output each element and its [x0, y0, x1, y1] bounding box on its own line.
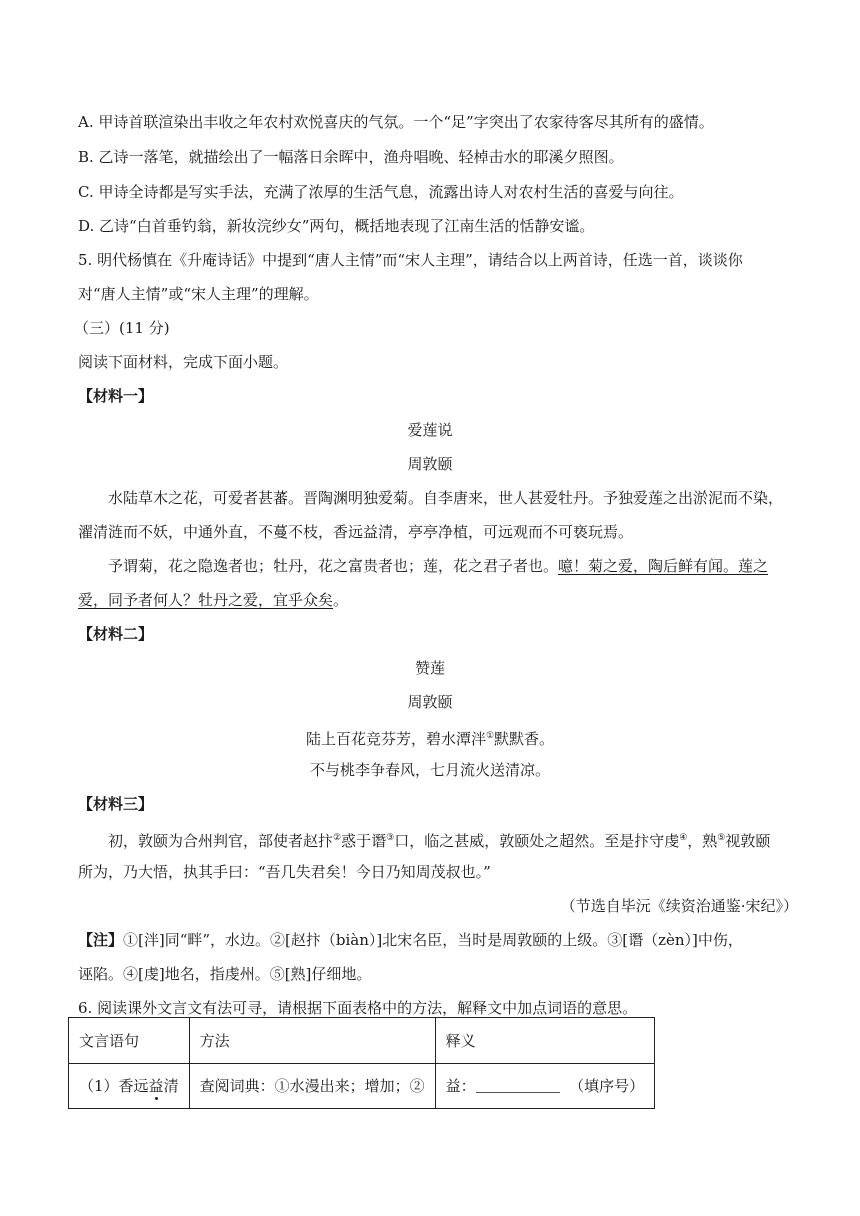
footnote-marker: ⑤ [717, 833, 726, 843]
option-d: D. 乙诗“白首垂钓翁，新妆浣纱女”两句，概括地表现了江南生活的恬静安谧。 [78, 217, 595, 235]
material-2-author: 周敦颐 [407, 693, 453, 711]
header-sentence: 文言语句 [69, 1018, 190, 1064]
interpretation-table [68, 1017, 655, 1109]
dotted-word: 益 [148, 1077, 164, 1096]
underlined-text: 噫！菊之爱，陶后鲜有闻。莲之 [558, 557, 769, 575]
material-3-line-2: 所为，乃大悟，执其手曰：“吾几失君矣！今日乃知周茂叔也。” [78, 863, 491, 881]
material-2-title: 赞莲 [414, 659, 445, 677]
plain-text: 予谓菊，花之隐逸者也；牡丹，花之富贵者也；莲，花之君子者也。 [108, 557, 559, 575]
question-5-line-1: 5. 明代杨慎在《升庵诗话》中提到“唐人主情”而“宋人主理”，请结合以上两首诗，任选一首，谈谈你 [78, 251, 743, 269]
cell-sentence: （1）香远益清 [69, 1063, 190, 1109]
poem-line-1: 陆上百花竞芬芳，碧水潭泮①默默香。 [305, 730, 555, 748]
material-2-label: 【材料二】 [78, 625, 154, 643]
section-3-header: （三）(11 分) [74, 319, 170, 337]
question-5-line-2: 对“唐人主情”或“宋人主理”的理解。 [78, 285, 319, 303]
notes-line-2: 诬陷。④[虔]地名，指虔州。⑤[熟]仔细地。 [78, 965, 372, 983]
option-a: A. 甲诗首联渲染出丰收之年农村欢悦喜庆的气氛。一个“足”字突出了农家待客尽其所有的盛情。 [78, 113, 714, 131]
cell-meaning: 益： （填序号） [435, 1063, 655, 1109]
material-1-paragraph-1-line-1: 水陆草木之花，可爱者甚蕃。晋陶渊明独爱菊。自李唐来，世人甚爱牡丹。予独爱莲之出淤泥而不染， [108, 489, 784, 507]
notes-label: 【注】 [78, 931, 124, 949]
material-3-source: （节选自毕沅《续资治通鉴·宋纪》） [560, 897, 798, 915]
header-method: 方法 [189, 1018, 435, 1064]
option-c: C. 甲诗全诗都是写实手法，充满了浓厚的生活气息，流露出诗人对农村生活的喜爱与向往。 [78, 183, 684, 201]
answer-blank[interactable] [476, 1078, 560, 1093]
material-1-label: 【材料一】 [78, 387, 154, 405]
material-1-title: 爱莲说 [407, 421, 453, 439]
question-6: 6. 阅读课外文言文有法可寻，请根据下面表格中的方法，解释文中加点词语的意思。 [78, 999, 638, 1017]
material-1-author: 周敦颐 [407, 455, 453, 473]
plain-text: 。 [333, 591, 349, 609]
material-3-line-1: 初，敦颐为合州判官，部使者赵抃②惑于谮③口，临之甚威，敦颐处之超然。至是抃守虔④，熟⑤视敦颐 [108, 832, 771, 850]
table-row [69, 1063, 655, 1109]
underlined-text: 爱，同予者何人？牡丹之爱，宜乎众矣 [78, 591, 334, 609]
table-header-row [69, 1018, 655, 1064]
option-b: B. 乙诗一落笔，就描绘出了一幅落日余晖中，渔舟唱晚、轻棹击水的耶溪夕照图。 [78, 148, 624, 166]
footnote-marker: ④ [679, 833, 688, 843]
section-3-instruction: 阅读下面材料，完成下面小题。 [78, 353, 289, 371]
material-3-label: 【材料三】 [78, 795, 154, 813]
notes-line-1: 【注】①[泮]同“畔”，水边。②[赵抃（biàn）]北宋名臣，当时是周敦颐的上级。③[谮（zèn）]中伤， [78, 931, 743, 949]
footnote-marker: ② [333, 833, 342, 843]
footnote-marker: ① [485, 731, 495, 741]
material-1-paragraph-2-line-1 [108, 556, 768, 576]
material-1-paragraph-1-line-2: 濯清涟而不妖，中通外直，不蔓不枝，香远益清，亭亭净植，可远观而不可亵玩焉。 [78, 523, 634, 541]
cell-method: 查阅词典：①水漫出来；增加；② [189, 1063, 435, 1109]
poem-line-2: 不与桃李争春风，七月流火送清凉。 [309, 761, 550, 779]
material-1-paragraph-2-line-2 [78, 590, 348, 610]
header-meaning: 释义 [435, 1018, 655, 1064]
footnote-marker: ③ [386, 833, 395, 843]
